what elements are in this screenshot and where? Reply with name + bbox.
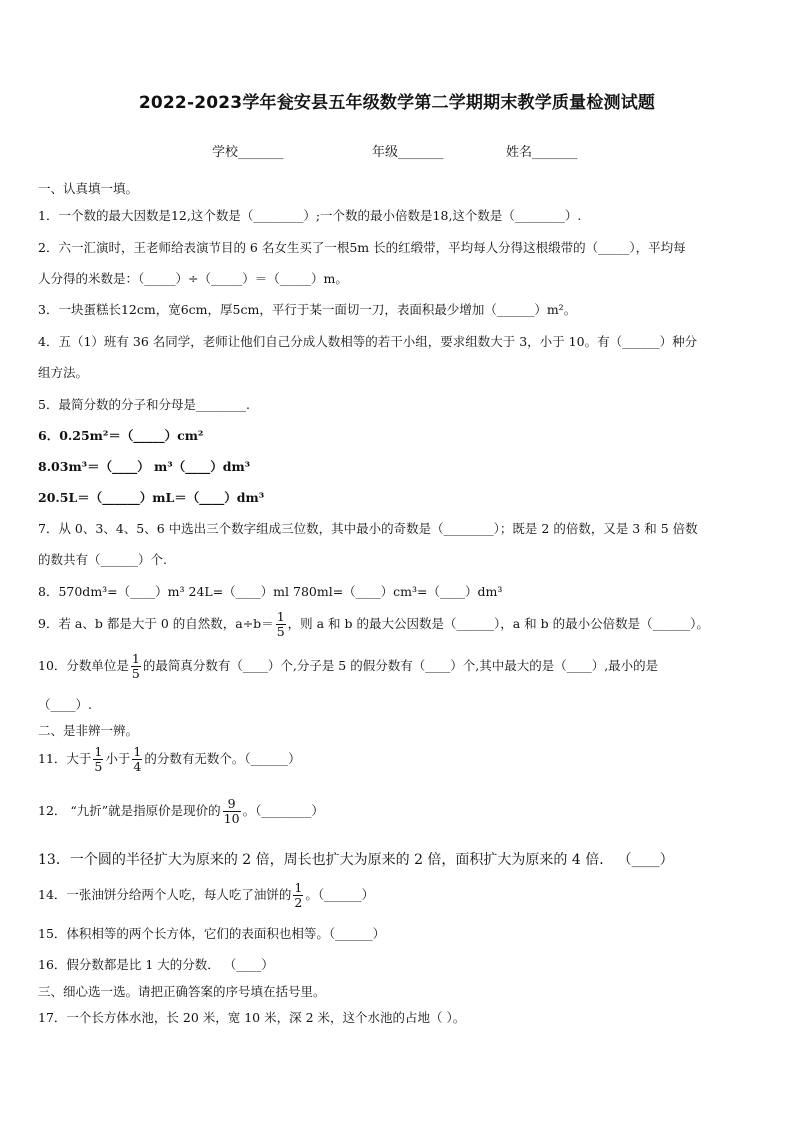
question-11: 11．大于 $\frac{1}{5}$ 小于 $\frac{1}{4}$ 的分数有无数个。（______）: [38, 744, 301, 774]
question-2-line-2: 人分得的米数是：（_____）÷（_____）＝（_____）m。: [38, 271, 348, 286]
question-4-line-1: 4．五（1）班有 36 名同学，老师让他们自己分成人数相等的若干小组，要求组数大于 3，小于 10。有（______）种分: [38, 334, 698, 349]
question-7-line-2: 的数共有（______）个.: [38, 552, 167, 567]
section-3-heading: 三、细心选一选。请把正确答案的序号填在括号里。: [38, 984, 326, 999]
question-12: 12． “九折”就是指原价是现价的 $\frac{9}{10}$ 。（________）: [38, 796, 324, 826]
school-field: 学校_______: [212, 145, 284, 160]
question-1: 1．一个数的最大因数是12,这个数是（________）;一个数的最小倍数是18,这个数是（________）.: [38, 208, 582, 223]
section-1-heading: 一、认真填一填。: [38, 181, 139, 196]
page-title: 2022-2023学年瓮安县五年级数学第二学期期末教学质量检测试题: [138, 93, 656, 113]
question-10-line-2: （____）.: [38, 697, 92, 712]
name-field: 姓名_______: [506, 145, 578, 160]
question-2-line-1: 2．六一汇演时，王老师给表演节目的 6 名女生买了一根5m 长的红缎带，平均每人分得这根缎带的（_____），平均每: [38, 240, 686, 255]
question-7-line-1: 7．从 0、3、4、5、6 中选出三个数字组成三位数，其中最小的奇数是（________）；既是 2 的倍数，又是 3 和 5 倍数: [38, 521, 698, 536]
grade-field: 年级_______: [372, 145, 444, 160]
question-6-line-2: 8.03m³＝（____） m³（____）dm³: [38, 459, 251, 474]
question-16: 16．假分数都是比 1 大的分数． （____）: [38, 957, 274, 972]
question-8: 8．570dm³=（____）m³ 24L=（____）ml 780ml=（____）cm³=（____）dm³: [38, 584, 503, 599]
question-6-line-3: 20.5L＝（______）mL＝（____）dm³: [38, 490, 265, 505]
question-3: 3．一块蛋糕长12cm，宽6cm，厚5cm，平行于某一面切一刀，表面积最少增加（______）m²。: [38, 302, 577, 317]
fraction-nine-tenths: $\frac{9}{10}$: [223, 796, 240, 826]
fraction-one-fifth: $\frac{1}{5}$: [276, 609, 285, 639]
question-4-line-2: 组方法。: [38, 365, 89, 380]
question-9: 9．若 a、b 都是大于 0 的自然数，a÷b＝ $\frac{1}{5}$ ，则 a 和 b 的最大公因数是（______），a 和 b 的最小公倍数是（______）。: [38, 609, 709, 639]
question-5: 5．最简分数的分子和分母是________.: [38, 397, 250, 412]
question-14: 14．一张油饼分给两个人吃，每人吃了油饼的 $\frac{1}{2}$ 。（______）: [38, 880, 375, 910]
fraction-one-fourth: $\frac{1}{4}$: [133, 744, 142, 774]
question-13: 13．一个圆的半径扩大为原来的 2 倍，周长也扩大为原来的 2 倍，面积扩大为原来的 4 倍． （____）: [38, 852, 674, 868]
fraction-one-half: $\frac{1}{2}$: [294, 880, 303, 910]
fraction-one-fifth: $\frac{1}{5}$: [94, 744, 103, 774]
question-10-line-1: 10．分数单位是 $\frac{1}{5}$ 的最简真分数有（____）个,分子是 5 的假分数有（____）个,其中最大的是（____）,最小的是: [38, 651, 659, 681]
section-2-heading: 二、是非辨一辨。: [38, 723, 139, 738]
question-17: 17．一个长方体水池，长 20 米，宽 10 米，深 2 米，这个水池的占地（ ）。: [38, 1010, 466, 1025]
question-6-line-1: 6．0.25m²＝（_____）cm²: [38, 428, 204, 443]
question-15: 15．体积相等的两个长方体，它们的表面积也相等。（______）: [38, 926, 386, 941]
fraction-one-fifth: $\frac{1}{5}$: [131, 651, 140, 681]
